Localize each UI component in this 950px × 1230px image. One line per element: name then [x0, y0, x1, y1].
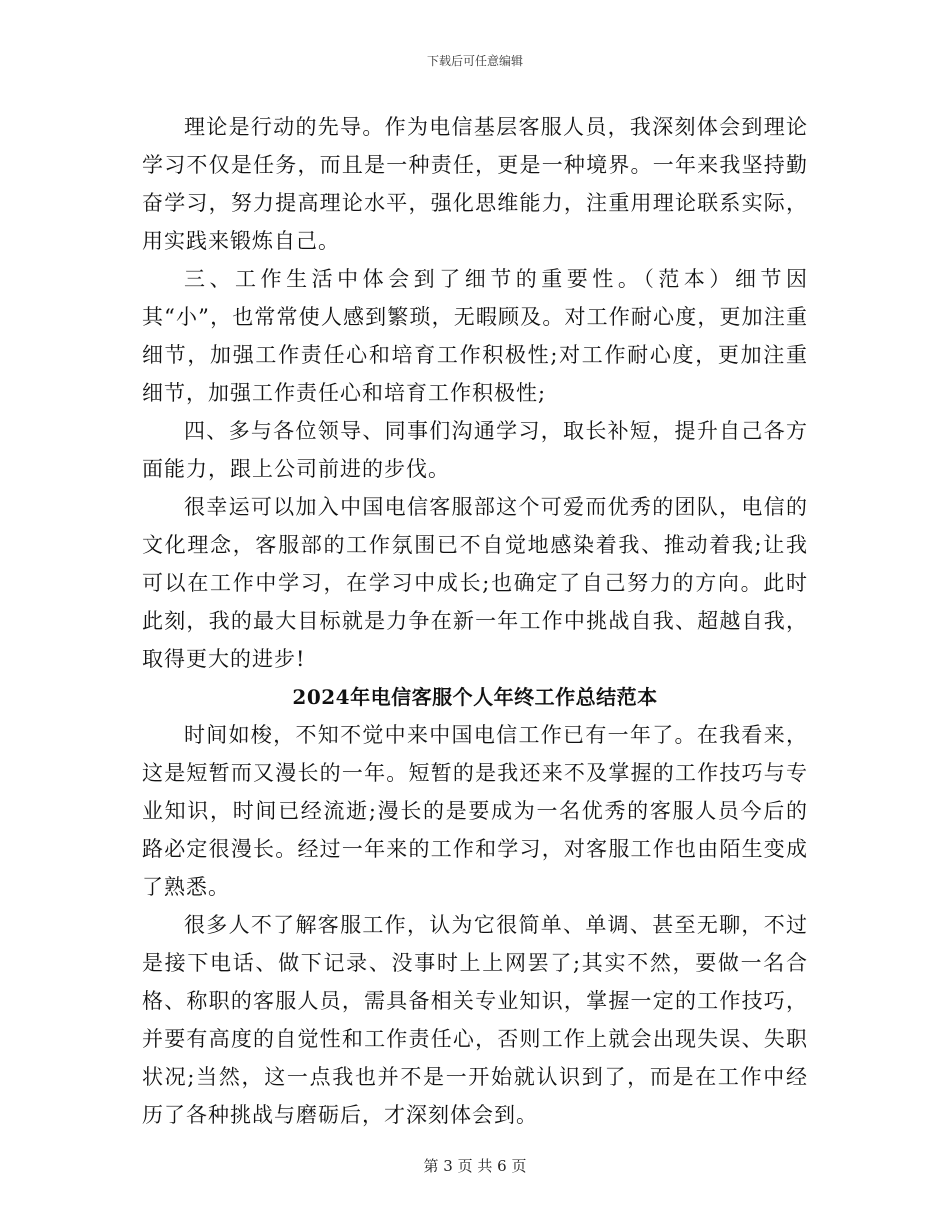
page-header: 下载后可任意编辑 [426, 54, 523, 68]
paragraph-time: 时间如梭，不知不觉中来中国电信工作已有一年了。在我看来，这是短暂而又漫长的一年。短暂的是我还来不及掌握的工作技巧与专业知识，时间已经流逝;漫长的是要成为一名优秀的客服人员今后的路必定很漫长。经过一年来的工作和学习，对客服工作也由陌生变成了熟悉。 [142, 723, 808, 899]
paragraph-theory-study: 理论是行动的先导。作为电信基层客服人员，我深刻体会到理论学习不仅是任务，而且是一种责任，更是一种境界。一年来我坚持勤奋学习，努力提高理论水平，强化思维能力，注重用理论联系实际，用实践来锻炼自己。 [142, 115, 808, 253]
paragraph-customer-service: 很多人不了解客服工作，认为它很简单、单调、甚至无聊，不过是接下电话、做下记录、没事时上上网罢了;其实不然，要做一名合格、称职的客服人员，需具备相关专业知识，掌握一定的工作技巧，并要有高度的自觉性和工作责任心，否则工作上就会出现失误、失职状况;当然，这一点我也并不是一开始就认识到了，而是在工作中经历了各种挑战与磨砺后，才深刻体会到。 [142, 913, 808, 1127]
document-body [142, 108, 808, 1134]
paragraph-details: 三、工作生活中体会到了细节的重要性。（范本）细节因其“小”，也常常使人感到繁琐，无暇顾及。对工作耐心度，更加注重细节，加强工作责任心和培育工作积极性;对工作耐心度，更加注重细节，加强工作责任心和培育工作积极性; [142, 267, 808, 405]
paragraph-team: 很幸运可以加入中国电信客服部这个可爱而优秀的团队，电信的文化理念，客服部的工作氛围已不自觉地感染着我、推动着我;让我可以在工作中学习，在学习中成长;也确定了自己努力的方向。此时此刻，我的最大目标就是力争在新一年工作中挑战自我、超越自我，取得更大的进步! [142, 495, 808, 671]
section-title: 2024年电信客服个人年终工作总结范本 [292, 685, 658, 709]
page-footer: 第 3 页 共 6 页 [423, 1157, 527, 1175]
paragraph-communication: 四、多与各位领导、同事们沟通学习，取长补短，提升自己各方面能力，跟上公司前进的步伐。 [142, 419, 808, 481]
